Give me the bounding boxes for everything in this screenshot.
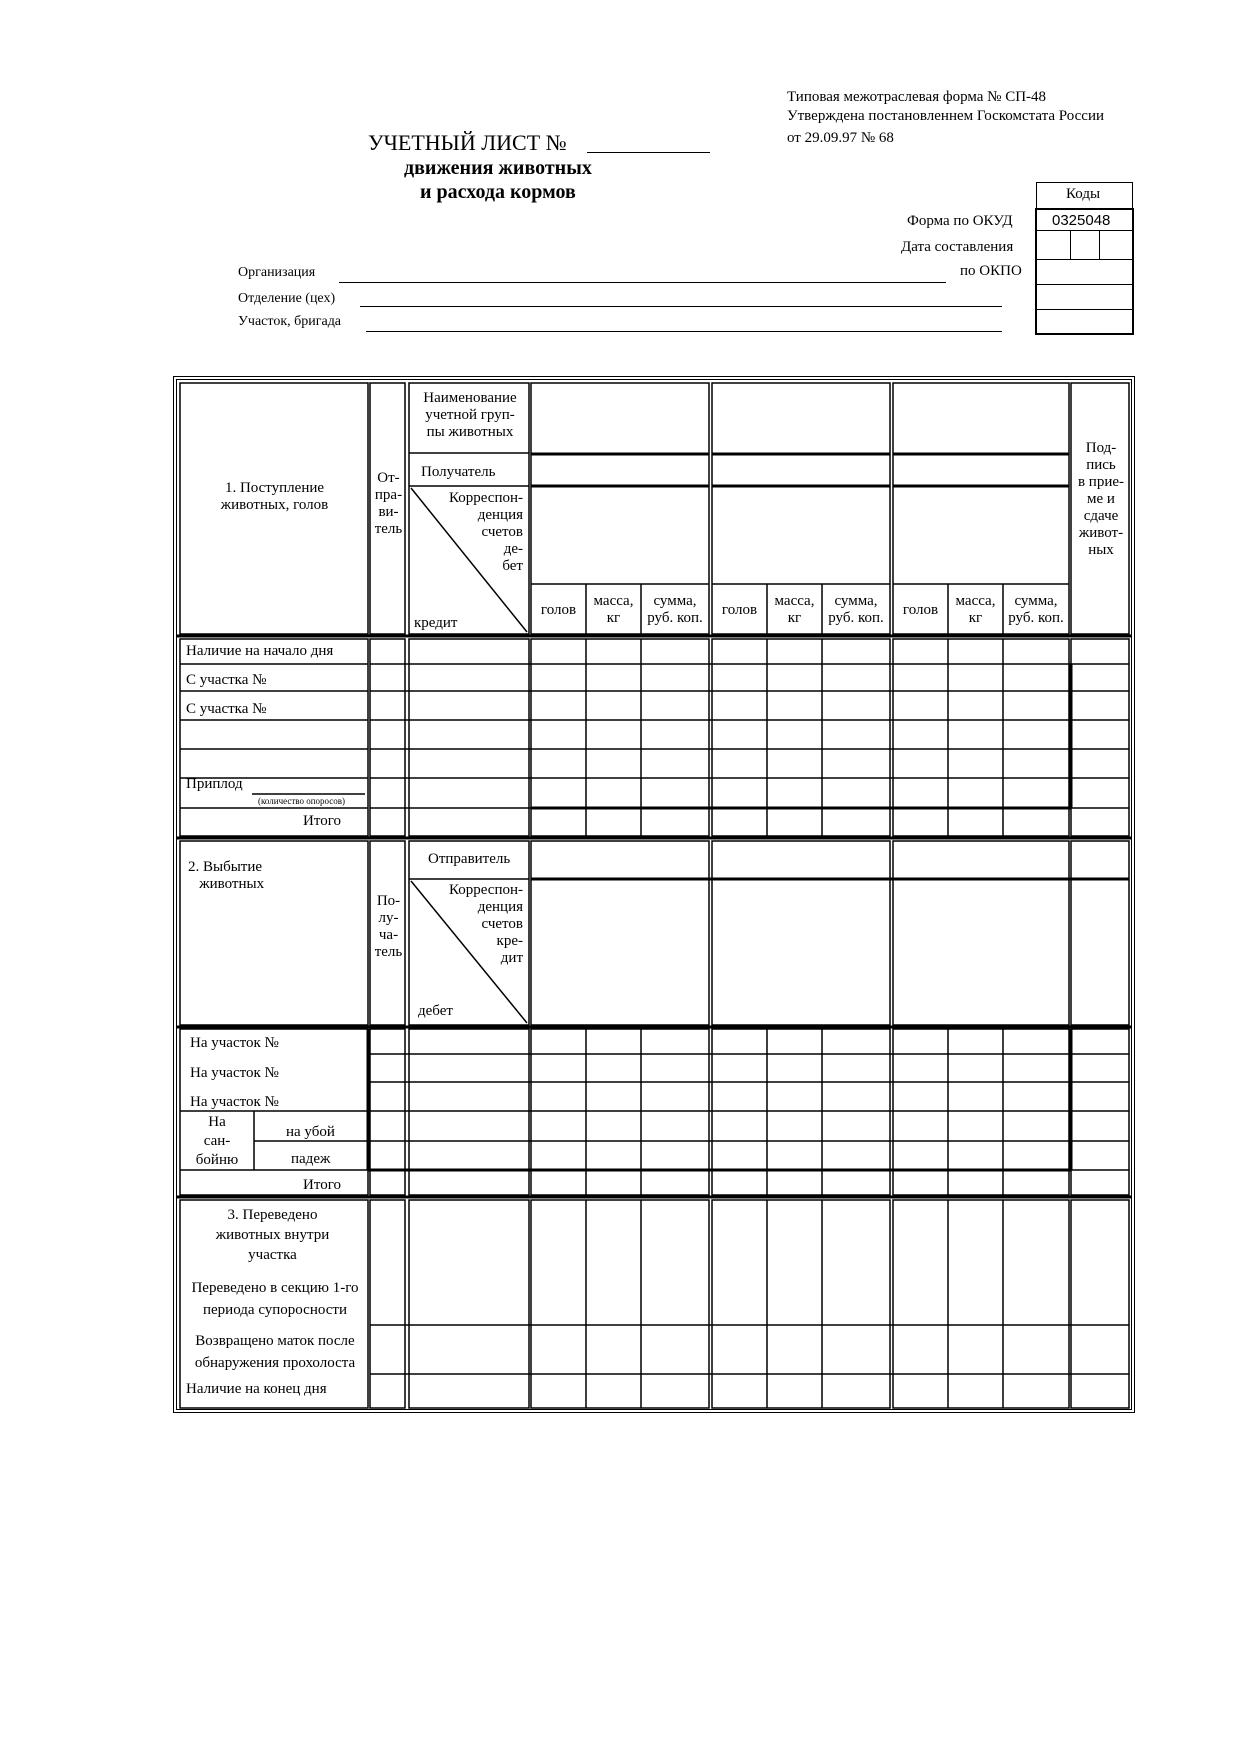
col-sum-2: сумма, руб. коп. — [828, 593, 884, 626]
row-from-section-2: С участка № — [186, 701, 267, 717]
col-heads-1: голов — [540, 602, 577, 618]
col-mass-2: масса, кг — [774, 593, 815, 626]
corr-debit-label: Корреспон- денция счетов де- бет — [449, 490, 523, 574]
department-label: Отделение (цех) — [238, 291, 336, 306]
organization-label: Организация — [238, 265, 316, 280]
section-label: Участок, бригада — [238, 314, 342, 329]
page-title: УЧЕТНЫЙ ЛИСТ № — [368, 130, 567, 155]
form-date: от 29.09.97 № 68 — [787, 130, 894, 146]
title-subline-2: и расхода кормов — [420, 181, 576, 203]
section3-title: 3. Переведено животных внутри участка — [215, 1207, 330, 1263]
death-label: падеж — [291, 1151, 331, 1167]
form-approval: Утверждена постановленнем Госкомстата России — [787, 108, 1105, 124]
row-returned: Возвращено маток после обнаружения прохолоста — [194, 1333, 356, 1371]
recipient-label: Получатель — [421, 464, 496, 480]
okpo-label: по ОКПО — [960, 263, 1022, 279]
col-mass-3: масса, кг — [955, 593, 996, 626]
receiver-label: По- лу- ча- тель — [374, 893, 403, 960]
row-from-section-1: С участка № — [186, 672, 267, 688]
group-name-label: Наименование учетной груп- пы животных — [423, 390, 517, 440]
section1-title: 1. Поступление животных, голов — [220, 480, 329, 513]
sanitary-label: На сан- бойню — [195, 1114, 239, 1168]
row-opening-balance: Наличие на начало дня — [186, 643, 334, 659]
credit-label: кредит — [414, 615, 458, 631]
codes-header: Коды — [1066, 186, 1101, 202]
sender-label: От- пра- ви- тель — [374, 470, 403, 537]
debit-label: дебет — [418, 1003, 453, 1019]
col-heads-3: голов — [902, 602, 939, 618]
row-to-section-3: На участок № — [190, 1094, 279, 1110]
row-offspring: Приплод — [186, 776, 243, 792]
col-mass-1: масса, кг — [593, 593, 634, 626]
okud-value[interactable]: 0325048 — [1052, 212, 1111, 229]
sender2-label: Отправитель — [428, 851, 511, 867]
row-to-section-2: На участок № — [190, 1065, 279, 1081]
total-1: Итого — [303, 813, 341, 829]
total-2: Итого — [303, 1177, 341, 1193]
date-label: Дата составления — [901, 239, 1014, 255]
col-heads-2: голов — [721, 602, 758, 618]
corr-credit-label: Корреспон- денция счетов кре- дит — [449, 882, 523, 966]
okud-label: Форма по ОКУД — [907, 213, 1013, 229]
row-closing-balance: Наличие на конец дня — [186, 1381, 327, 1397]
slaughter-label: на убой — [286, 1124, 335, 1140]
row-transferred: Переведено в секцию 1-го периода супоросности — [191, 1280, 359, 1318]
col-sum-1: сумма, руб. коп. — [647, 593, 703, 626]
offspring-note: (количество опоросов) — [258, 796, 345, 806]
form-type: Типовая межотраслевая форма № СП-48 — [787, 89, 1047, 105]
col-sum-3: сумма, руб. коп. — [1008, 593, 1064, 626]
section2-title: 2. Выбытие животных — [188, 859, 265, 892]
title-subline-1: движения животных — [404, 157, 592, 179]
signature-label: Под- пись в прие- ме и сдаче живот- ных — [1077, 440, 1125, 558]
row-to-section-1: На участок № — [190, 1035, 279, 1051]
